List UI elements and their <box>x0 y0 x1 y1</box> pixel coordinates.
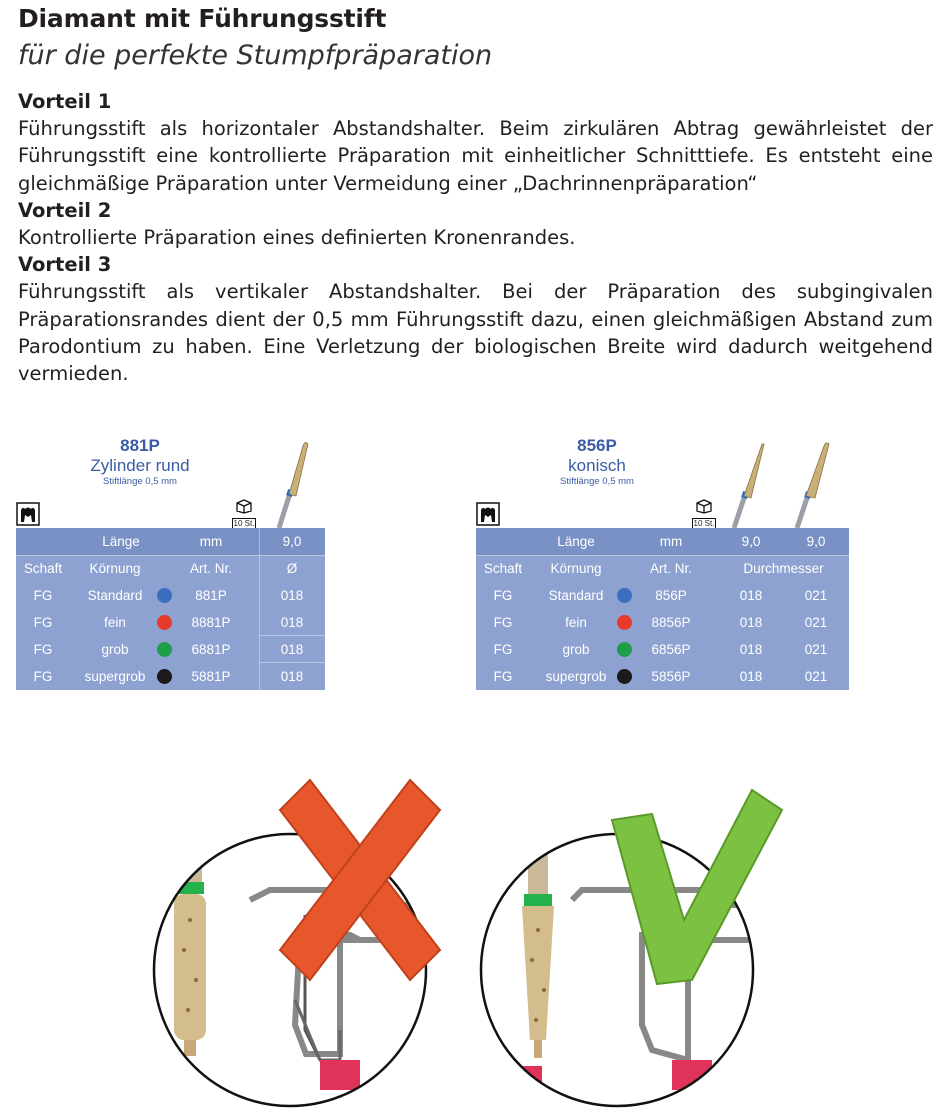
diameter: 018 <box>280 588 304 603</box>
shank: FG <box>493 669 513 684</box>
advantage-2-heading: Vorteil 2 <box>18 198 112 222</box>
product-856p-header <box>527 436 667 487</box>
art-nr: 5856P <box>651 669 691 684</box>
table-row <box>16 609 325 636</box>
diameter: 021 <box>804 615 828 630</box>
grit-color-dot <box>157 669 172 684</box>
art-nr: 6881P <box>191 642 231 657</box>
table-row <box>476 663 849 690</box>
length-row <box>16 528 325 555</box>
col-shank: Schaft <box>23 561 63 576</box>
pin-length: Stiftlänge 0,5 mm <box>103 476 177 487</box>
length-unit: mm <box>199 534 223 549</box>
column-divider <box>259 528 260 690</box>
table-row <box>476 636 849 663</box>
grit: fein <box>565 615 587 630</box>
length-row <box>476 528 849 555</box>
grit-color-dot <box>617 588 632 603</box>
diameter: 021 <box>804 669 828 684</box>
col-art: Art. Nr. <box>649 561 692 576</box>
grit-color-dot <box>157 642 172 657</box>
advantage-2-text: Kontrollierte Präparation eines definierten Kronenrandes. <box>18 226 576 250</box>
diameter: 021 <box>804 642 828 657</box>
advantage-1-text: Führungsstift als horizontaler Abstandshalter. Beim zirkulären Abtrag gewährleistet der Führungsstift eine kontrollierte Präparation mit einheitlicher Schnitttiefe. Es entsteht eine gleichmäßige Präparation unter Vermeidung einer „Dachrinnenpräparation“ <box>18 117 933 195</box>
product-name: konisch <box>568 456 626 475</box>
bur-856p-image <box>722 438 772 530</box>
grit-color-dot <box>617 669 632 684</box>
package-icon <box>232 498 256 530</box>
art-nr: 8856P <box>651 615 691 630</box>
diameter: 018 <box>280 642 304 657</box>
shank: FG <box>33 615 53 630</box>
package-icon <box>692 498 716 530</box>
row-divider <box>16 555 325 556</box>
col-diameter: Durchmesser <box>743 561 824 576</box>
advantage-3-text: Führungsstift als vertikaler Abstandshalter. Bei der Präparation des subgingivalen Präparationsrandes dient der 0,5 mm Führungsstift dazu, einen gleichmäßigen Abstand zum Parodontium zu haben. Eine Verletzung der biologischen Breite wird dadurch weitgehend vermieden. <box>18 280 933 386</box>
page-subtitle: für die perfekte Stumpfpräparation <box>18 40 493 71</box>
grit: Standard <box>87 588 143 603</box>
length-value: 9,0 <box>741 534 761 549</box>
grit: supergrob <box>84 669 146 684</box>
diameter: 018 <box>739 588 763 603</box>
product-881p-table <box>16 528 325 690</box>
diameter: 018 <box>739 642 763 657</box>
shank: FG <box>33 588 53 603</box>
wrong-preparation-illustration <box>110 770 470 1110</box>
col-grit: Körnung <box>89 561 141 576</box>
advantage-1-heading: Vorteil 1 <box>18 90 112 113</box>
correct-preparation-illustration <box>462 770 802 1110</box>
art-nr: 5881P <box>191 669 231 684</box>
shank: FG <box>493 615 513 630</box>
product-name: Zylinder rund <box>90 456 190 475</box>
column-header-row <box>476 555 849 582</box>
col-shank: Schaft <box>483 561 523 576</box>
diameter: 021 <box>804 588 828 603</box>
advantages-section <box>18 88 933 387</box>
pin-length: Stiftlänge 0,5 mm <box>560 476 634 487</box>
shank: FG <box>33 642 53 657</box>
art-nr: 881P <box>195 588 227 603</box>
grit-color-dot <box>617 642 632 657</box>
art-nr: 6856P <box>651 642 691 657</box>
table-row <box>16 582 325 609</box>
tooth-icon <box>476 502 500 530</box>
product-881p-header <box>70 436 210 487</box>
shank: FG <box>493 588 513 603</box>
grit: grob <box>101 642 129 657</box>
length-value: 9,0 <box>806 534 826 549</box>
table-row <box>16 663 325 690</box>
grit: supergrob <box>545 669 607 684</box>
col-art: Art. Nr. <box>189 561 232 576</box>
art-nr: 856P <box>655 588 687 603</box>
col-grit: Körnung <box>550 561 602 576</box>
diameter: 018 <box>280 669 304 684</box>
table-row <box>476 609 849 636</box>
length-label: Länge <box>557 534 595 549</box>
tooth-icon <box>16 502 40 530</box>
length-label: Länge <box>102 534 140 549</box>
length-unit: mm <box>659 534 683 549</box>
grit: fein <box>104 615 126 630</box>
product-code: 881P <box>120 436 160 455</box>
grit-color-dot <box>157 615 172 630</box>
col-diameter: Ø <box>286 561 298 576</box>
bur-856p-image-2 <box>785 438 835 530</box>
row-divider <box>476 555 849 556</box>
pack-size: 10 St. <box>693 519 715 528</box>
grit-color-dot <box>157 588 172 603</box>
grit: Standard <box>548 588 604 603</box>
length-value: 9,0 <box>282 534 302 549</box>
diameter: 018 <box>739 669 763 684</box>
page-title: Diamant mit Führungsstift <box>18 4 387 33</box>
pack-size: 10 St. <box>233 519 255 528</box>
shank: FG <box>33 669 53 684</box>
grit-color-dot <box>617 615 632 630</box>
advantage-3-heading: Vorteil 3 <box>18 253 112 277</box>
row-divider <box>259 662 325 663</box>
product-code: 856P <box>577 436 617 455</box>
bur-881p-image <box>265 438 315 530</box>
product-856p-table <box>476 528 849 690</box>
column-header-row <box>16 555 325 582</box>
row-divider <box>259 635 325 636</box>
table-row <box>16 636 325 663</box>
table-row <box>476 582 849 609</box>
grit: grob <box>562 642 590 657</box>
diameter: 018 <box>739 615 763 630</box>
shank: FG <box>493 642 513 657</box>
art-nr: 8881P <box>191 615 231 630</box>
diameter: 018 <box>280 615 304 630</box>
